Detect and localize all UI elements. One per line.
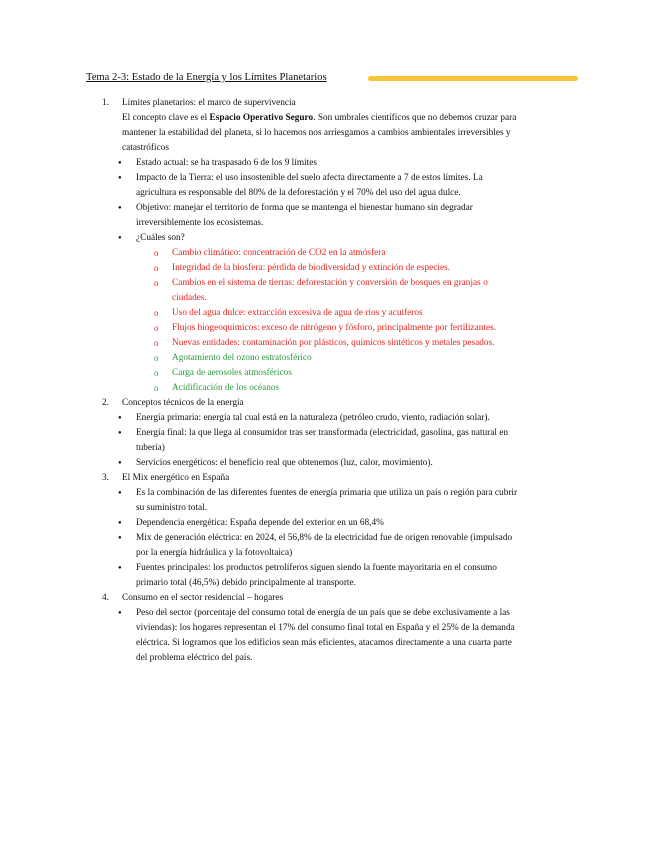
intro-text: El concepto clave es el <box>122 113 210 123</box>
section-number: 2. <box>102 398 109 408</box>
limit-item: o Flujos biogeoquímicos: exceso de nitrógeno y fósforo, principalmente por fertilizantes. <box>136 321 520 336</box>
intro-bold: Espacio Operativo Seguro <box>209 113 314 123</box>
bullet-item: ● Mix de generación eléctrica: en 2024, el 56,8% de la electricidad fue de origen renovable (impulsado por la energía hidráulica y la fotovoltaica) <box>100 531 520 561</box>
section-4 <box>100 591 520 606</box>
bullet-item: ● Servicios energéticos: el beneficio real que obtenemos (luz, calor, movimiento). <box>100 456 520 471</box>
intro-text: . Son umbrales científicos que no debemos cruzar para mantener la estabilidad del planeta, si lo hacemos nos arriesgamos a cambios ambientales irreversibles y catastróficos <box>122 113 517 153</box>
bullet-item: ● Energía primaria: energía tal cual está en la naturaleza (petróleo crudo, viento, radiación solar). <box>100 411 520 426</box>
bullet-item: ● Energía final: la que llega al consumidor tras ser transformada (electricidad, gasolina, gas natural en tubería) <box>100 426 520 456</box>
limits-list <box>136 246 520 396</box>
bullet-list <box>100 156 520 396</box>
bullet-list <box>100 606 520 666</box>
limit-item: o Cambios en el sistema de tierras: deforestación y conversión de bosques en granjas o ciudades. <box>136 276 520 306</box>
document-body <box>100 96 520 666</box>
section-number: 4. <box>102 593 109 603</box>
section-3 <box>100 471 520 486</box>
bullet-item: ● Peso del sector (porcentaje del consumo total de energía de un país que se debe exclusivamente a las viviendas): los hogares representan el 17% del consumo final total en España y el 25% de la demanda eléctrica. Si logramos que los edificios sean más eficientes, atacamos directamente a una cuarta parte del problema eléctrico del país. <box>100 606 520 666</box>
section-heading: Consumo en el sector residencial – hogares <box>122 593 284 603</box>
bullet-list <box>100 411 520 471</box>
limit-item: o Nuevas entidades: contaminación por plásticos, químicos sintéticos y metales pesados. <box>136 336 520 351</box>
limit-item: o Uso del agua dulce: extracción excesiva de agua de ríos y acuíferos <box>136 306 520 321</box>
section-heading: Conceptos técnicos de la energía <box>122 398 244 408</box>
bullet-item: ● Impacto de la Tierra: el uso insostenible del suelo afecta directamente a 7 de estos límites. La agricultura es responsable del 80% de la deforestación y el 70% del uso del agua dulce. <box>100 171 520 201</box>
section-heading: El Mix energético en España <box>122 473 230 483</box>
section-number: 1. <box>102 98 109 108</box>
section-intro <box>122 111 520 156</box>
bullet-item: ● Dependencia energética: España depende del exterior en un 68,4% <box>100 516 520 531</box>
bullet-item: ● Es la combinación de las diferentes fuentes de energía primaria que utiliza un país o región para cubrir su suministro total. <box>100 486 520 516</box>
section-heading: Límites planetarios: el marco de supervivencia <box>122 98 296 108</box>
bullet-list <box>100 486 520 591</box>
limit-item: o Acidificación de los océanos <box>136 381 520 396</box>
limit-item: o Agotamiento del ozono estratosférico <box>136 351 520 366</box>
limit-item: o Integridad de la biosfera: pérdida de biodiversidad y extinción de especies. <box>136 261 520 276</box>
title-highlight <box>368 76 578 81</box>
title-row <box>86 72 576 88</box>
page-title: Tema 2-3: Estado de la Energía y los Límites Planetarios <box>86 72 327 83</box>
section-1 <box>100 96 520 156</box>
section-number: 3. <box>102 473 109 483</box>
bullet-text: ¿Cuáles son? <box>136 233 185 243</box>
bullet-item <box>100 231 520 396</box>
section-2 <box>100 396 520 411</box>
limit-item: o Cambio climático: concentración de CO2 en la atmósfera <box>136 246 520 261</box>
bullet-item: ● Estado actual: se ha traspasado 6 de los 9 límites <box>100 156 520 171</box>
bullet-item: ● Objetivo: manejar el territorio de forma que se mantenga el bienestar humano sin degradar irreversiblemente los ecosistemas. <box>100 201 520 231</box>
bullet-item: ● Fuentes principales: los productos petrolíferos siguen siendo la fuente mayoritaria en el consumo primario total (46,5%) debido principalmente al transporte. <box>100 561 520 591</box>
limit-item: o Carga de aerosoles atmosféricos <box>136 366 520 381</box>
